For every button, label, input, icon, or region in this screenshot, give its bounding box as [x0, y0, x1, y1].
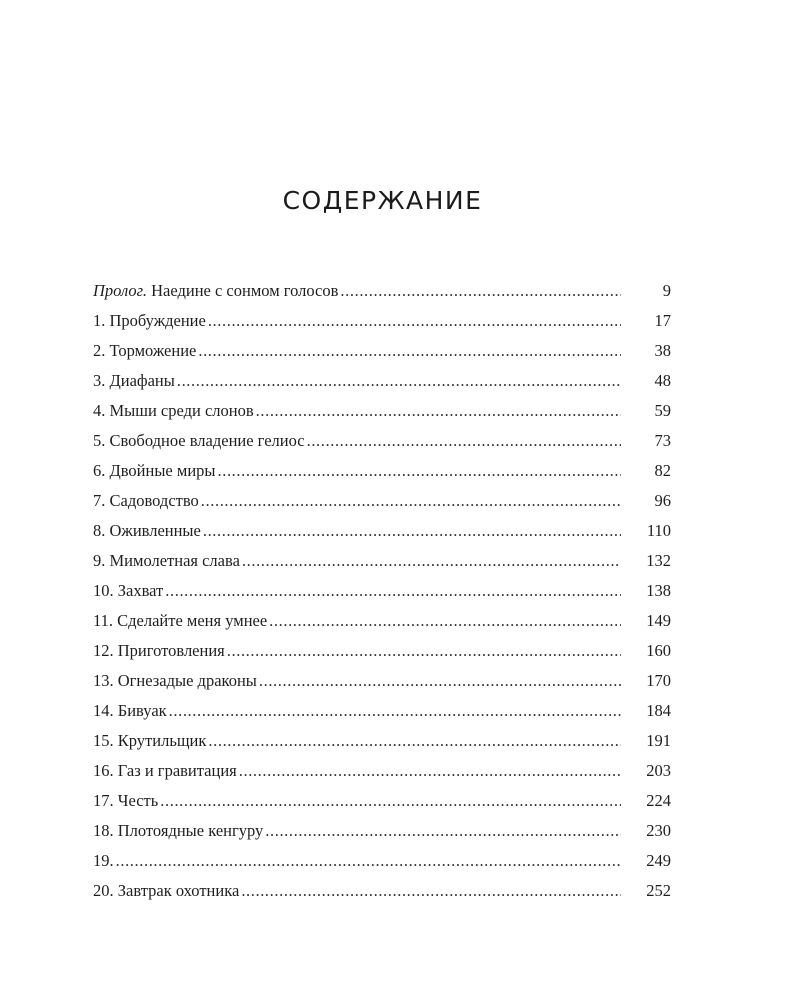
toc-entry-label: 10. Захват [93, 581, 164, 600]
dot-leader [160, 786, 621, 816]
toc-entry-page: 59 [654, 401, 671, 420]
toc-entry-page: 48 [654, 371, 671, 390]
page-title: СОДЕРЖАНИЕ [282, 186, 483, 215]
toc-entry-page: 132 [646, 551, 671, 570]
toc-entry [93, 726, 671, 756]
toc-entry-label [93, 276, 338, 306]
toc-entry-prologue [93, 276, 671, 306]
prologue-title: Наедине с сонмом голосов [151, 281, 339, 300]
toc-entry [93, 366, 671, 396]
toc-entry [93, 396, 671, 426]
dot-leader [198, 336, 621, 366]
toc-entry-label: 19. [93, 851, 114, 870]
toc-entry-label: 6. Двойные миры [93, 461, 216, 480]
toc-entry [93, 846, 671, 876]
toc-entry-page: 170 [646, 671, 671, 690]
toc-entry-page: 9 [662, 281, 671, 300]
toc-entry-page: 96 [654, 491, 671, 510]
toc-entry [93, 666, 671, 696]
dot-leader [227, 636, 621, 666]
toc-entry-label: 20. Завтрак охотника [93, 881, 240, 900]
toc-entry [93, 576, 671, 606]
toc-entry [93, 456, 671, 486]
toc-entry-page: 160 [646, 641, 671, 660]
toc-entry-label: 11. Сделайте меня умнее [93, 611, 268, 630]
toc-entry-page: 138 [646, 581, 671, 600]
toc-entry-page: 149 [646, 611, 671, 630]
toc-entry-page: 191 [646, 731, 671, 750]
toc-entry [93, 636, 671, 666]
dot-leader [242, 546, 621, 576]
toc-entry [93, 306, 671, 336]
dot-leader [256, 396, 621, 426]
dot-leader [241, 876, 621, 906]
toc-entry-label: 5. Свободное владение гелиос [93, 431, 305, 450]
dot-leader [218, 456, 622, 486]
toc-entry-label: 4. Мыши среди слонов [93, 401, 254, 420]
toc-entry-page: 249 [646, 851, 671, 870]
toc-entry-label: 15. Крутильщик [93, 731, 207, 750]
table-of-contents [93, 276, 671, 906]
toc-entry-page: 17 [654, 311, 671, 330]
toc-entry-page: 252 [646, 881, 671, 900]
dot-leader [265, 816, 621, 846]
toc-entry-label: 17. Честь [93, 791, 159, 810]
toc-entry [93, 816, 671, 846]
toc-entry-page: 230 [646, 821, 671, 840]
toc-entry-label: 8. Оживленные [93, 521, 201, 540]
toc-entry [93, 786, 671, 816]
toc-entry-label: 18. Плотоядные кенгуру [93, 821, 264, 840]
toc-entry-label: 16. Газ и гравитация [93, 761, 237, 780]
dot-leader [177, 366, 621, 396]
toc-entry-label: 3. Диафаны [93, 371, 175, 390]
dot-leader [269, 606, 621, 636]
dot-leader [208, 726, 621, 756]
toc-entry [93, 516, 671, 546]
toc-entry-label: 9. Мимолетная слава [93, 551, 240, 570]
toc-entry [93, 606, 671, 636]
toc-entry-page: 82 [654, 461, 671, 480]
toc-entry-page: 110 [646, 521, 671, 540]
toc-entry-page: 73 [654, 431, 671, 450]
toc-entry [93, 486, 671, 516]
toc-entry-label: 12. Приготовления [93, 641, 225, 660]
prologue-prefix: Пролог. [93, 281, 147, 300]
toc-entry [93, 336, 671, 366]
toc-entry [93, 426, 671, 456]
toc-entry-page: 224 [646, 791, 671, 810]
dot-leader [203, 516, 621, 546]
toc-entry-label: 1. Пробуждение [93, 311, 206, 330]
dot-leader [201, 486, 621, 516]
toc-entry [93, 756, 671, 786]
toc-entry [93, 876, 671, 906]
toc-entry-label: 14. Бивуак [93, 701, 167, 720]
dot-leader [239, 756, 621, 786]
toc-entry-label: 7. Садоводство [93, 491, 199, 510]
toc-entry-label: 13. Огнезадые драконы [93, 671, 257, 690]
toc-entry-page: 184 [646, 701, 671, 720]
toc-entry-page: 203 [646, 761, 671, 780]
dot-leader [208, 306, 621, 336]
dot-leader [259, 666, 621, 696]
dot-leader [169, 696, 621, 726]
toc-entry [93, 546, 671, 576]
dot-leader [165, 576, 621, 606]
dot-leader [116, 846, 621, 876]
toc-entry-page: 38 [654, 341, 671, 360]
toc-entry-label: 2. Торможение [93, 341, 197, 360]
dot-leader [307, 426, 621, 456]
toc-entry [93, 696, 671, 726]
dot-leader [340, 276, 621, 306]
